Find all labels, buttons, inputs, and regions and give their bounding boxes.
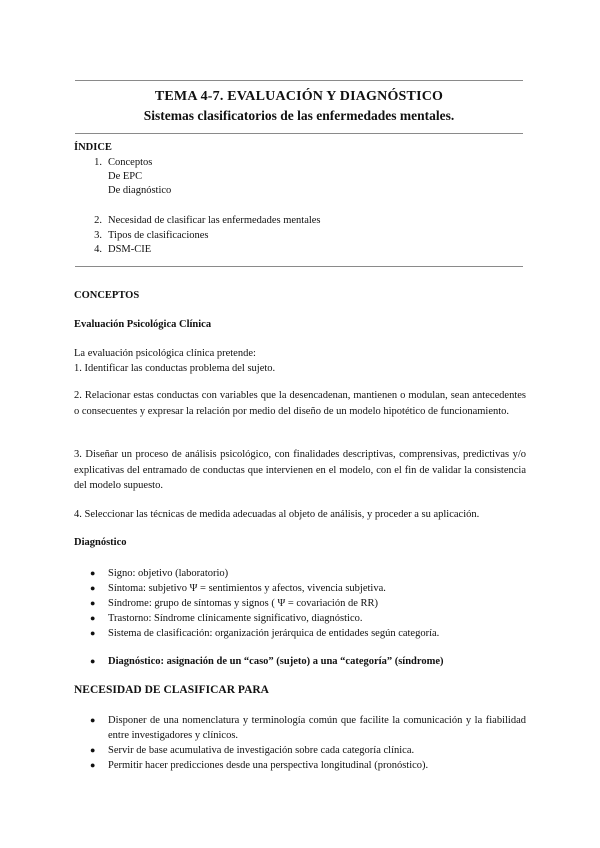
bullet-icon: ● bbox=[90, 745, 96, 755]
concepts-point: 2. Relacionar estas conductas con variables que la desencadenan, mantienen o modulan, sean antecedentes o consecuentes y expresar la relación por medio del diseño de un modelo hipotético de funcionamiento. bbox=[74, 390, 526, 417]
list-item bbox=[74, 626, 526, 641]
index-item-number: 1. bbox=[94, 157, 102, 168]
index-item-number: 2. bbox=[94, 215, 102, 226]
top-rule bbox=[75, 80, 523, 81]
list-item-text: Sistema de clasificación: organización jerárquica de entidades según categoría. bbox=[108, 628, 440, 639]
index-subitem-label: De EPC bbox=[108, 171, 143, 182]
list-item-text: Síndrome: grupo de síntomas y signos ( Ψ = covariación de RR) bbox=[108, 598, 379, 609]
list-item-text: Permitir hacer predicciones desde una perspectiva longitudinal (pronóstico). bbox=[108, 760, 429, 771]
bullet-icon: ● bbox=[90, 583, 96, 593]
index-item-label: DSM-CIE bbox=[108, 244, 152, 255]
list-item bbox=[74, 713, 526, 743]
index-item-number: 4. bbox=[94, 244, 102, 255]
list-item bbox=[74, 758, 526, 773]
list-item-text: Servir de base acumulativa de investigación sobre cada categoría clínica. bbox=[108, 745, 415, 756]
concepts-subheading: Evaluación Psicológica Clínica bbox=[74, 319, 212, 330]
bullet-icon: ● bbox=[90, 613, 96, 623]
bullet-icon: ● bbox=[90, 628, 96, 638]
bullet-icon: ● bbox=[90, 656, 96, 666]
index-item-number: 3. bbox=[94, 230, 102, 241]
need-bullet-list bbox=[74, 713, 526, 773]
index-subitem-label: De diagnóstico bbox=[108, 185, 172, 196]
title-bottom-rule bbox=[75, 133, 523, 134]
concepts-point: 1. Identificar las conductas problema del sujeto. bbox=[74, 363, 276, 374]
list-item bbox=[74, 611, 526, 626]
diagnosis-bullet-list bbox=[74, 566, 526, 641]
index-item-label: Conceptos bbox=[108, 157, 153, 168]
concepts-point: 3. Diseñar un proceso de análisis psicológico, con finalidades descriptivas, comprensivas, predictivas y/o explicativas del entramado de conductas que intervienen en el modelo, con el fin de validar la consistencia del modelo supuesto. bbox=[74, 449, 526, 491]
concepts-point: 4. Seleccionar las técnicas de medida adecuadas al objeto de análisis, y proceder a su aplicación. bbox=[74, 509, 480, 520]
document-title: TEMA 4-7. EVALUACIÓN Y DIAGNÓSTICO bbox=[154, 89, 444, 104]
bullet-icon: ● bbox=[90, 760, 96, 770]
list-item bbox=[74, 581, 526, 596]
diagnosis-key-point: Diagnóstico: asignación de un “caso” (sujeto) a una “categoría” (síndrome) bbox=[108, 656, 444, 667]
list-item-text: Signo: objetivo (laboratorio) bbox=[108, 568, 229, 579]
concepts-heading: CONCEPTOS bbox=[74, 290, 140, 301]
list-item-text: Síntoma: subjetivo Ψ = sentimientos y afectos, vivencia subjetiva. bbox=[108, 583, 386, 594]
index-heading: ÍNDICE bbox=[74, 142, 112, 153]
list-item-text: Trastorno: Síndrome clínicamente significativo, diagnóstico. bbox=[108, 613, 363, 624]
bullet-icon: ● bbox=[90, 715, 96, 725]
bullet-icon: ● bbox=[90, 598, 96, 608]
list-item-text: Disponer de una nomenclatura y terminología común que facilite la comunicación y la fiabilidad entre investigadores y clínicos. bbox=[108, 715, 526, 741]
need-heading: NECESIDAD DE CLASIFICAR PARA bbox=[74, 684, 269, 696]
list-item bbox=[74, 654, 526, 669]
diagnosis-heading: Diagnóstico bbox=[74, 537, 127, 548]
document-subtitle: Sistemas clasificatorios de las enfermedades mentales. bbox=[143, 108, 455, 123]
list-item bbox=[74, 743, 526, 758]
index-item-label: Necesidad de clasificar las enfermedades mentales bbox=[108, 215, 321, 226]
index-item-label: Tipos de clasificaciones bbox=[108, 230, 209, 241]
list-item bbox=[74, 596, 526, 611]
list-item bbox=[74, 566, 526, 581]
bullet-icon: ● bbox=[90, 568, 96, 578]
diagnosis-key-point-list bbox=[74, 654, 526, 669]
index-bottom-rule bbox=[75, 266, 523, 267]
concepts-intro: La evaluación psicológica clínica pretende: bbox=[74, 348, 256, 359]
